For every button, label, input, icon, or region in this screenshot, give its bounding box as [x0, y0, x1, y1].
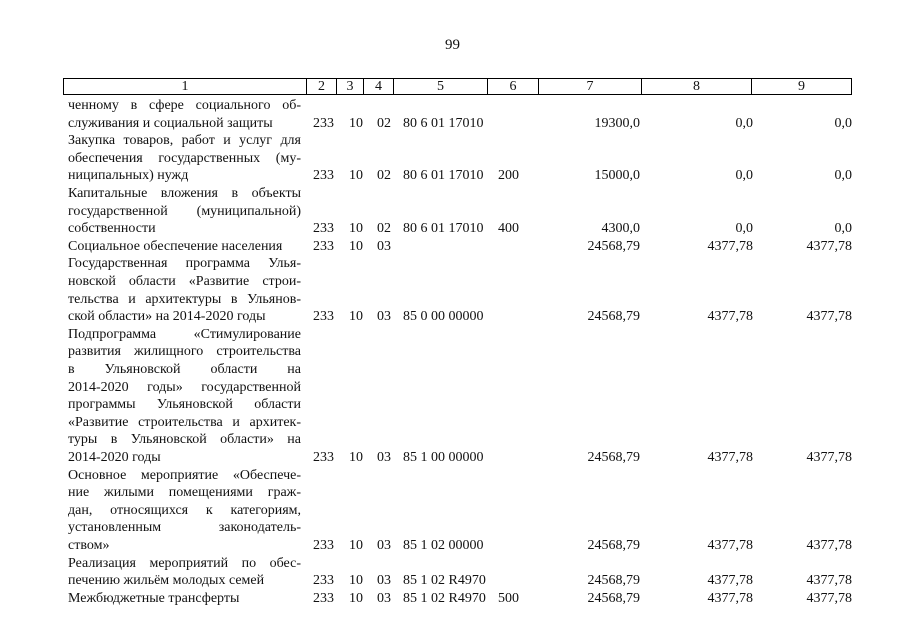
description-line: тельства и архитектуры в Ульянов- [68, 291, 301, 307]
row-c9-value: 0,0 [834, 168, 852, 184]
header-col-9: 9 [751, 79, 851, 94]
row-c9-value: 4377,78 [806, 238, 852, 254]
description-line: собственности [68, 221, 156, 237]
header-col-3: 3 [336, 79, 363, 94]
row-c3-value: 10 [349, 590, 363, 606]
row-c2-value: 233 [313, 115, 334, 131]
description-line: в Ульяновской области на [68, 361, 301, 377]
row-c8-value: 0,0 [735, 221, 753, 237]
description-line: Реализация мероприятий по обес- [68, 555, 301, 571]
table-row [0, 590, 905, 608]
row-c4-value: 02 [377, 168, 391, 184]
description-line: печению жильём молодых семей [68, 573, 265, 589]
row-c8-value: 4377,78 [707, 309, 753, 325]
description-line: Социальное обеспечение населения [68, 238, 283, 254]
row-c5-value: 85 1 02 00000 [403, 537, 484, 553]
row-c2-value: 233 [313, 590, 334, 606]
row-c5-value: 85 1 02 R4970 [403, 573, 486, 589]
row-c8-value: 4377,78 [707, 573, 753, 589]
row-c2-value: 233 [313, 238, 334, 254]
row-c9-value: 0,0 [834, 221, 852, 237]
row-c9-value: 4377,78 [806, 573, 852, 589]
row-c7-value: 19300,0 [594, 115, 640, 131]
row-c9-value: 4377,78 [806, 449, 852, 465]
description-line: туры в Ульяновской области» на [68, 432, 301, 448]
row-c3-value: 10 [349, 573, 363, 589]
description-line: ние жилыми помещениями граж- [68, 485, 301, 501]
row-c9-value: 4377,78 [806, 537, 852, 553]
row-c4-value: 02 [377, 221, 391, 237]
row-c5-value: 80 6 01 17010 [403, 115, 484, 131]
row-c2-value: 233 [313, 221, 334, 237]
row-c3-value: 10 [349, 537, 363, 553]
row-description [68, 326, 301, 467]
description-line: 2014-2020 годы [68, 449, 161, 465]
row-c7-value: 24568,79 [587, 590, 640, 606]
row-c3-value: 10 [349, 238, 363, 254]
description-line: Межбюджетные трансферты [68, 590, 240, 606]
row-c7-value: 15000,0 [594, 168, 640, 184]
row-c8-value: 0,0 [735, 168, 753, 184]
table-row [0, 185, 905, 238]
row-c3-value: 10 [349, 309, 363, 325]
description-line: 2014-2020 годы» государственной [68, 379, 301, 395]
description-line: Государственная программа Улья- [68, 256, 301, 272]
description-line: Основное мероприятие «Обеспече- [68, 467, 301, 483]
row-c5-value: 85 1 02 R4970 [403, 590, 486, 606]
row-c2-value: 233 [313, 537, 334, 553]
row-c6-value: 200 [498, 168, 519, 184]
description-line: «Развитие строительства и архитек- [68, 414, 301, 430]
row-c9-value: 4377,78 [806, 309, 852, 325]
row-c4-value: 02 [377, 115, 391, 131]
row-c8-value: 4377,78 [707, 238, 753, 254]
description-line: ниципальных) нужд [68, 168, 189, 184]
table-row [0, 467, 905, 555]
description-line: установленным законодатель- [68, 520, 301, 536]
header-col-2: 2 [306, 79, 336, 94]
row-c4-value: 03 [377, 537, 391, 553]
row-c9-value: 4377,78 [806, 590, 852, 606]
row-c4-value: 03 [377, 449, 391, 465]
description-line: дан, относящихся к категориям, [68, 502, 301, 518]
description-line: государственной (муниципальной) [68, 203, 301, 219]
description-line: программы Ульяновской области [68, 397, 301, 413]
row-c8-value: 0,0 [735, 115, 753, 131]
description-line: ством» [68, 537, 110, 553]
row-c5-value: 80 6 01 17010 [403, 221, 484, 237]
row-c8-value: 4377,78 [707, 449, 753, 465]
description-line: служивания и социальной защиты [68, 115, 273, 131]
description-line: ской области» на 2014-2020 годы [68, 309, 266, 325]
row-c7-value: 24568,79 [587, 449, 640, 465]
row-c5-value: 85 0 00 00000 [403, 309, 484, 325]
row-c3-value: 10 [349, 449, 363, 465]
description-line: развития жилищного строительства [68, 344, 301, 360]
row-c6-value: 400 [498, 221, 519, 237]
row-c2-value: 233 [313, 168, 334, 184]
row-c2-value: 233 [313, 573, 334, 589]
description-line: Подпрограмма «Стимулирование [68, 326, 301, 342]
header-col-6: 6 [487, 79, 538, 94]
header-col-8: 8 [641, 79, 751, 94]
description-line: ченному в сфере социального об- [68, 98, 301, 113]
header-col-1: 1 [181, 79, 189, 94]
table-row [0, 97, 905, 132]
row-c7-value: 24568,79 [587, 238, 640, 254]
row-c2-value: 233 [313, 309, 334, 325]
table-row [0, 255, 905, 325]
row-c8-value: 4377,78 [707, 537, 753, 553]
row-c7-value: 24568,79 [587, 309, 640, 325]
row-description [68, 590, 301, 608]
row-c4-value: 03 [377, 309, 391, 325]
row-description [68, 97, 301, 132]
row-c2-value: 233 [313, 449, 334, 465]
row-description [68, 467, 301, 555]
description-line: новской области «Развитие строи- [68, 273, 301, 289]
table-row [0, 238, 905, 256]
row-c3-value: 10 [349, 168, 363, 184]
row-c4-value: 03 [377, 573, 391, 589]
row-c5-value: 85 1 00 00000 [403, 449, 484, 465]
row-c3-value: 10 [349, 115, 363, 131]
header-col-7: 7 [538, 79, 641, 94]
description-line: обеспечения государственных (му- [68, 150, 301, 166]
description-line: Закупка товаров, работ и услуг для [68, 133, 301, 149]
row-description [68, 238, 301, 256]
row-description [68, 555, 301, 590]
table-row [0, 132, 905, 185]
table-header [63, 78, 852, 95]
row-c7-value: 24568,79 [587, 573, 640, 589]
row-c4-value: 03 [377, 238, 391, 254]
description-line: Капитальные вложения в объекты [68, 186, 301, 201]
header-col-5: 5 [393, 79, 487, 94]
row-c4-value: 03 [377, 590, 391, 606]
row-description [68, 185, 301, 238]
table-row [0, 555, 905, 590]
header-col-4: 4 [363, 79, 393, 94]
row-c9-value: 0,0 [834, 115, 852, 131]
row-c7-value: 24568,79 [587, 537, 640, 553]
table-row [0, 326, 905, 467]
row-c6-value: 500 [498, 590, 519, 606]
row-c3-value: 10 [349, 221, 363, 237]
row-c7-value: 4300,0 [601, 221, 640, 237]
row-c8-value: 4377,78 [707, 590, 753, 606]
row-description [68, 132, 301, 185]
row-description [68, 255, 301, 325]
page-number: 99 [445, 37, 460, 53]
row-c5-value: 80 6 01 17010 [403, 168, 484, 184]
